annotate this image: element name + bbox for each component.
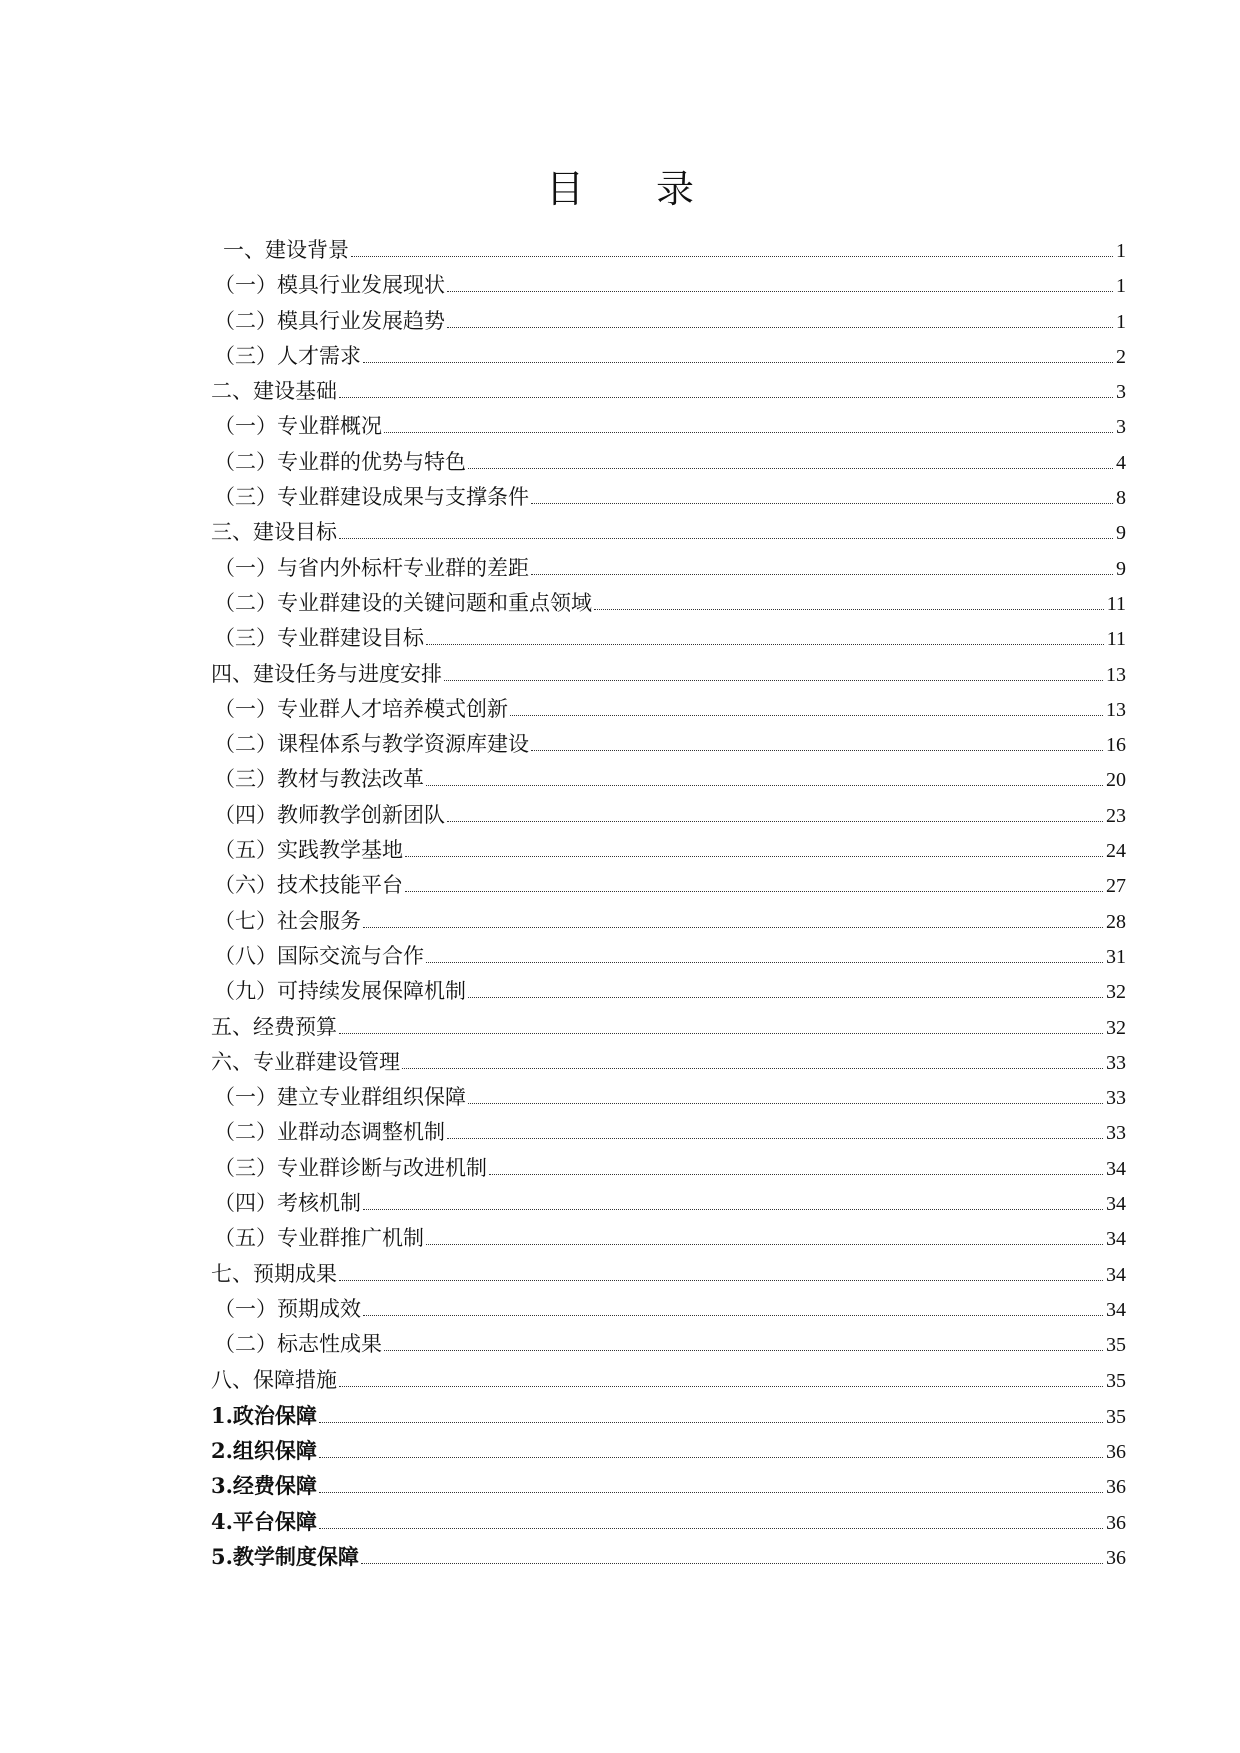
toc-entry-label: （六）技术技能平台 xyxy=(214,873,403,898)
toc-entry-page-number: 20 xyxy=(1106,769,1126,792)
toc-entry[interactable] xyxy=(211,1186,1126,1221)
toc-entry[interactable] xyxy=(211,727,1126,762)
toc-entry-label: （二）业群动态调整机制 xyxy=(214,1120,445,1145)
toc-entry[interactable] xyxy=(211,621,1126,656)
toc-entry-page-number: 24 xyxy=(1106,840,1126,863)
toc-entry-page-number: 9 xyxy=(1116,522,1126,545)
toc-entry[interactable] xyxy=(211,1504,1126,1539)
toc-entry-label: （五）实践教学基地 xyxy=(214,838,403,863)
toc-dot-leader xyxy=(384,431,1113,433)
toc-entry[interactable] xyxy=(211,1080,1126,1115)
toc-entry-label: （一）建立专业群组织保障 xyxy=(214,1085,466,1110)
toc-entry-label: （二）专业群建设的关键问题和重点领域 xyxy=(214,590,592,615)
toc-entry-label: 4.平台保障 xyxy=(211,1508,317,1534)
toc-entry-page-number: 1 xyxy=(1116,240,1126,262)
toc-entry-label: 二、建设基础 xyxy=(211,379,337,404)
toc-entry[interactable] xyxy=(211,233,1126,268)
toc-dot-leader xyxy=(447,290,1113,292)
toc-entry-page-number: 31 xyxy=(1106,945,1126,968)
toc-dot-leader xyxy=(510,714,1103,716)
toc-dot-leader xyxy=(447,820,1103,822)
toc-entry-page-number: 23 xyxy=(1106,804,1126,827)
toc-entry[interactable] xyxy=(211,1045,1126,1080)
toc-entry[interactable] xyxy=(211,974,1126,1009)
toc-dot-leader xyxy=(319,1456,1103,1458)
toc-entry-label: （八）国际交流与合作 xyxy=(214,943,424,968)
toc-entry[interactable] xyxy=(211,657,1126,692)
toc-entry[interactable] xyxy=(211,1221,1126,1256)
toc-entry[interactable] xyxy=(211,586,1126,621)
toc-entry-page-number: 11 xyxy=(1106,628,1126,651)
toc-dot-leader xyxy=(319,1421,1103,1423)
toc-entry-page-number: 3 xyxy=(1116,416,1126,439)
toc-entry-page-number: 34 xyxy=(1106,1298,1126,1321)
toc-entry-page-number: 4 xyxy=(1116,451,1126,474)
toc-dot-leader xyxy=(426,961,1103,963)
toc-entry-label: 3.经费保障 xyxy=(211,1473,317,1499)
toc-dot-leader xyxy=(468,1102,1103,1104)
toc-dot-leader xyxy=(426,1243,1103,1245)
toc-entry-page-number: 13 xyxy=(1106,663,1126,686)
toc-entry-page-number: 32 xyxy=(1106,981,1126,1004)
toc-entry-label: （四）考核机制 xyxy=(214,1191,361,1216)
toc-entry-page-number: 28 xyxy=(1106,910,1126,933)
toc-entry-label: 2.组织保障 xyxy=(211,1438,317,1464)
toc-dot-leader xyxy=(531,749,1103,751)
toc-entry-label: （三）专业群建设成果与支撑条件 xyxy=(214,485,529,510)
toc-entry-label: （五）专业群推广机制 xyxy=(214,1226,424,1251)
toc-entry[interactable] xyxy=(211,1292,1126,1327)
toc-entry-label: 六、专业群建设管理 xyxy=(211,1049,400,1074)
toc-entry-label: （三）专业群诊断与改进机制 xyxy=(214,1155,487,1180)
toc-entry[interactable] xyxy=(211,1151,1126,1186)
toc-dot-leader xyxy=(405,890,1103,892)
toc-entry-label: （三）专业群建设目标 xyxy=(214,626,424,651)
toc-entry-page-number: 13 xyxy=(1106,698,1126,721)
toc-entry[interactable] xyxy=(211,833,1126,868)
toc-entry-page-number: 36 xyxy=(1106,1476,1126,1499)
toc-entry-page-number: 2 xyxy=(1116,345,1126,368)
toc-entry-page-number: 27 xyxy=(1106,875,1126,898)
toc-entry-label: 八、保障措施 xyxy=(211,1367,337,1392)
toc-entry[interactable] xyxy=(211,409,1126,444)
toc-entry[interactable] xyxy=(211,1010,1126,1045)
toc-entry[interactable] xyxy=(211,1539,1126,1574)
toc-entry[interactable] xyxy=(211,374,1126,409)
toc-entry-page-number: 16 xyxy=(1106,734,1126,757)
toc-entry-page-number: 3 xyxy=(1116,381,1126,404)
toc-entry-label: （一）预期成效 xyxy=(214,1296,361,1321)
toc-dot-leader xyxy=(594,608,1104,610)
toc-entry[interactable] xyxy=(211,798,1126,833)
toc-entry-page-number: 33 xyxy=(1106,1122,1126,1145)
toc-entry[interactable] xyxy=(211,1433,1126,1468)
toc-entry[interactable] xyxy=(211,551,1126,586)
toc-entry-label: （四）教师教学创新团队 xyxy=(214,802,445,827)
toc-dot-leader xyxy=(468,996,1103,998)
toc-entry-page-number: 34 xyxy=(1106,1263,1126,1286)
toc-dot-leader xyxy=(339,1279,1103,1281)
toc-dot-leader xyxy=(363,926,1103,928)
toc-dot-leader xyxy=(361,1562,1103,1564)
toc-dot-leader xyxy=(339,1032,1103,1034)
toc-entry-label: （三）人才需求 xyxy=(214,343,361,368)
toc-dot-leader xyxy=(426,784,1103,786)
toc-dot-leader xyxy=(363,1314,1103,1316)
page-title: 目 录 xyxy=(545,167,725,211)
toc-entry-label: 四、建设任务与进度安排 xyxy=(211,661,442,686)
toc-entry[interactable] xyxy=(211,1398,1126,1433)
toc-dot-leader xyxy=(405,855,1103,857)
toc-entry-label: （一）专业群概况 xyxy=(214,414,382,439)
table-of-contents xyxy=(211,233,1126,1574)
toc-entry-label: （三）教材与教法改革 xyxy=(214,767,424,792)
toc-entry-page-number: 33 xyxy=(1106,1051,1126,1074)
toc-dot-leader xyxy=(531,502,1113,504)
toc-entry-page-number: 33 xyxy=(1106,1087,1126,1110)
toc-dot-leader xyxy=(363,1208,1103,1210)
toc-dot-leader xyxy=(339,1385,1103,1387)
toc-entry-label: 五、经费预算 xyxy=(211,1014,337,1039)
toc-entry-page-number: 36 xyxy=(1106,1511,1126,1534)
toc-entry-label: 5.教学制度保障 xyxy=(211,1543,359,1569)
toc-entry[interactable] xyxy=(211,692,1126,727)
toc-dot-leader xyxy=(426,643,1104,645)
toc-dot-leader xyxy=(363,361,1113,363)
toc-entry[interactable] xyxy=(211,339,1126,374)
toc-entry[interactable] xyxy=(211,939,1126,974)
toc-entry-page-number: 34 xyxy=(1106,1193,1126,1216)
toc-dot-leader xyxy=(402,1067,1103,1069)
toc-entry-label: （二）标志性成果 xyxy=(214,1332,382,1357)
toc-entry[interactable] xyxy=(211,1468,1126,1503)
toc-entry-page-number: 35 xyxy=(1106,1334,1126,1357)
toc-entry-page-number: 8 xyxy=(1116,487,1126,510)
toc-dot-leader xyxy=(531,573,1113,575)
toc-entry-label: （九）可持续发展保障机制 xyxy=(214,979,466,1004)
toc-entry[interactable] xyxy=(211,904,1126,939)
toc-entry-page-number: 1 xyxy=(1116,275,1126,298)
toc-entry-label: （二）模具行业发展趋势 xyxy=(214,308,445,333)
toc-entry-page-number: 36 xyxy=(1106,1546,1126,1569)
toc-entry-page-number: 11 xyxy=(1106,592,1126,615)
toc-entry-page-number: 35 xyxy=(1106,1369,1126,1392)
toc-entry-label: （一）与省内外标杆专业群的差距 xyxy=(214,555,529,580)
toc-dot-leader xyxy=(447,326,1113,328)
toc-entry-page-number: 36 xyxy=(1106,1441,1126,1464)
toc-entry[interactable] xyxy=(211,1327,1126,1362)
toc-entry[interactable] xyxy=(211,1363,1126,1398)
toc-entry-label: 三、建设目标 xyxy=(211,520,337,545)
toc-dot-leader xyxy=(489,1173,1103,1175)
toc-dot-leader xyxy=(384,1349,1103,1351)
toc-entry[interactable] xyxy=(211,1257,1126,1292)
toc-entry-page-number: 9 xyxy=(1116,557,1126,580)
toc-entry-page-number: 35 xyxy=(1106,1405,1126,1428)
toc-dot-leader xyxy=(339,396,1113,398)
toc-entry-page-number: 1 xyxy=(1116,310,1126,333)
toc-dot-leader xyxy=(319,1527,1103,1529)
toc-entry-label: （二）课程体系与教学资源库建设 xyxy=(214,732,529,757)
toc-dot-leader xyxy=(468,467,1113,469)
toc-entry[interactable] xyxy=(211,445,1126,480)
toc-dot-leader xyxy=(339,537,1113,539)
toc-entry-label: （二）专业群的优势与特色 xyxy=(214,449,466,474)
toc-entry-label: （七）社会服务 xyxy=(214,908,361,933)
toc-entry-label: 1.政治保障 xyxy=(211,1402,317,1428)
toc-entry-page-number: 32 xyxy=(1106,1016,1126,1039)
toc-dot-leader xyxy=(319,1491,1103,1493)
toc-dot-leader xyxy=(444,679,1103,681)
toc-dot-leader xyxy=(351,255,1113,257)
toc-entry-page-number: 34 xyxy=(1106,1228,1126,1251)
toc-entry[interactable] xyxy=(211,480,1126,515)
toc-entry[interactable] xyxy=(211,868,1126,903)
toc-entry-page-number: 34 xyxy=(1106,1157,1126,1180)
toc-dot-leader xyxy=(447,1137,1103,1139)
toc-entry-label: 一、建设背景 xyxy=(223,238,349,262)
toc-entry-label: 七、预期成果 xyxy=(211,1261,337,1286)
toc-entry[interactable] xyxy=(211,515,1126,550)
toc-entry[interactable] xyxy=(211,762,1126,797)
toc-entry[interactable] xyxy=(211,268,1126,303)
toc-entry[interactable] xyxy=(211,1115,1126,1150)
toc-entry[interactable] xyxy=(211,304,1126,339)
toc-entry-label: （一）模具行业发展现状 xyxy=(214,273,445,298)
toc-entry-label: （一）专业群人才培养模式创新 xyxy=(214,696,508,721)
